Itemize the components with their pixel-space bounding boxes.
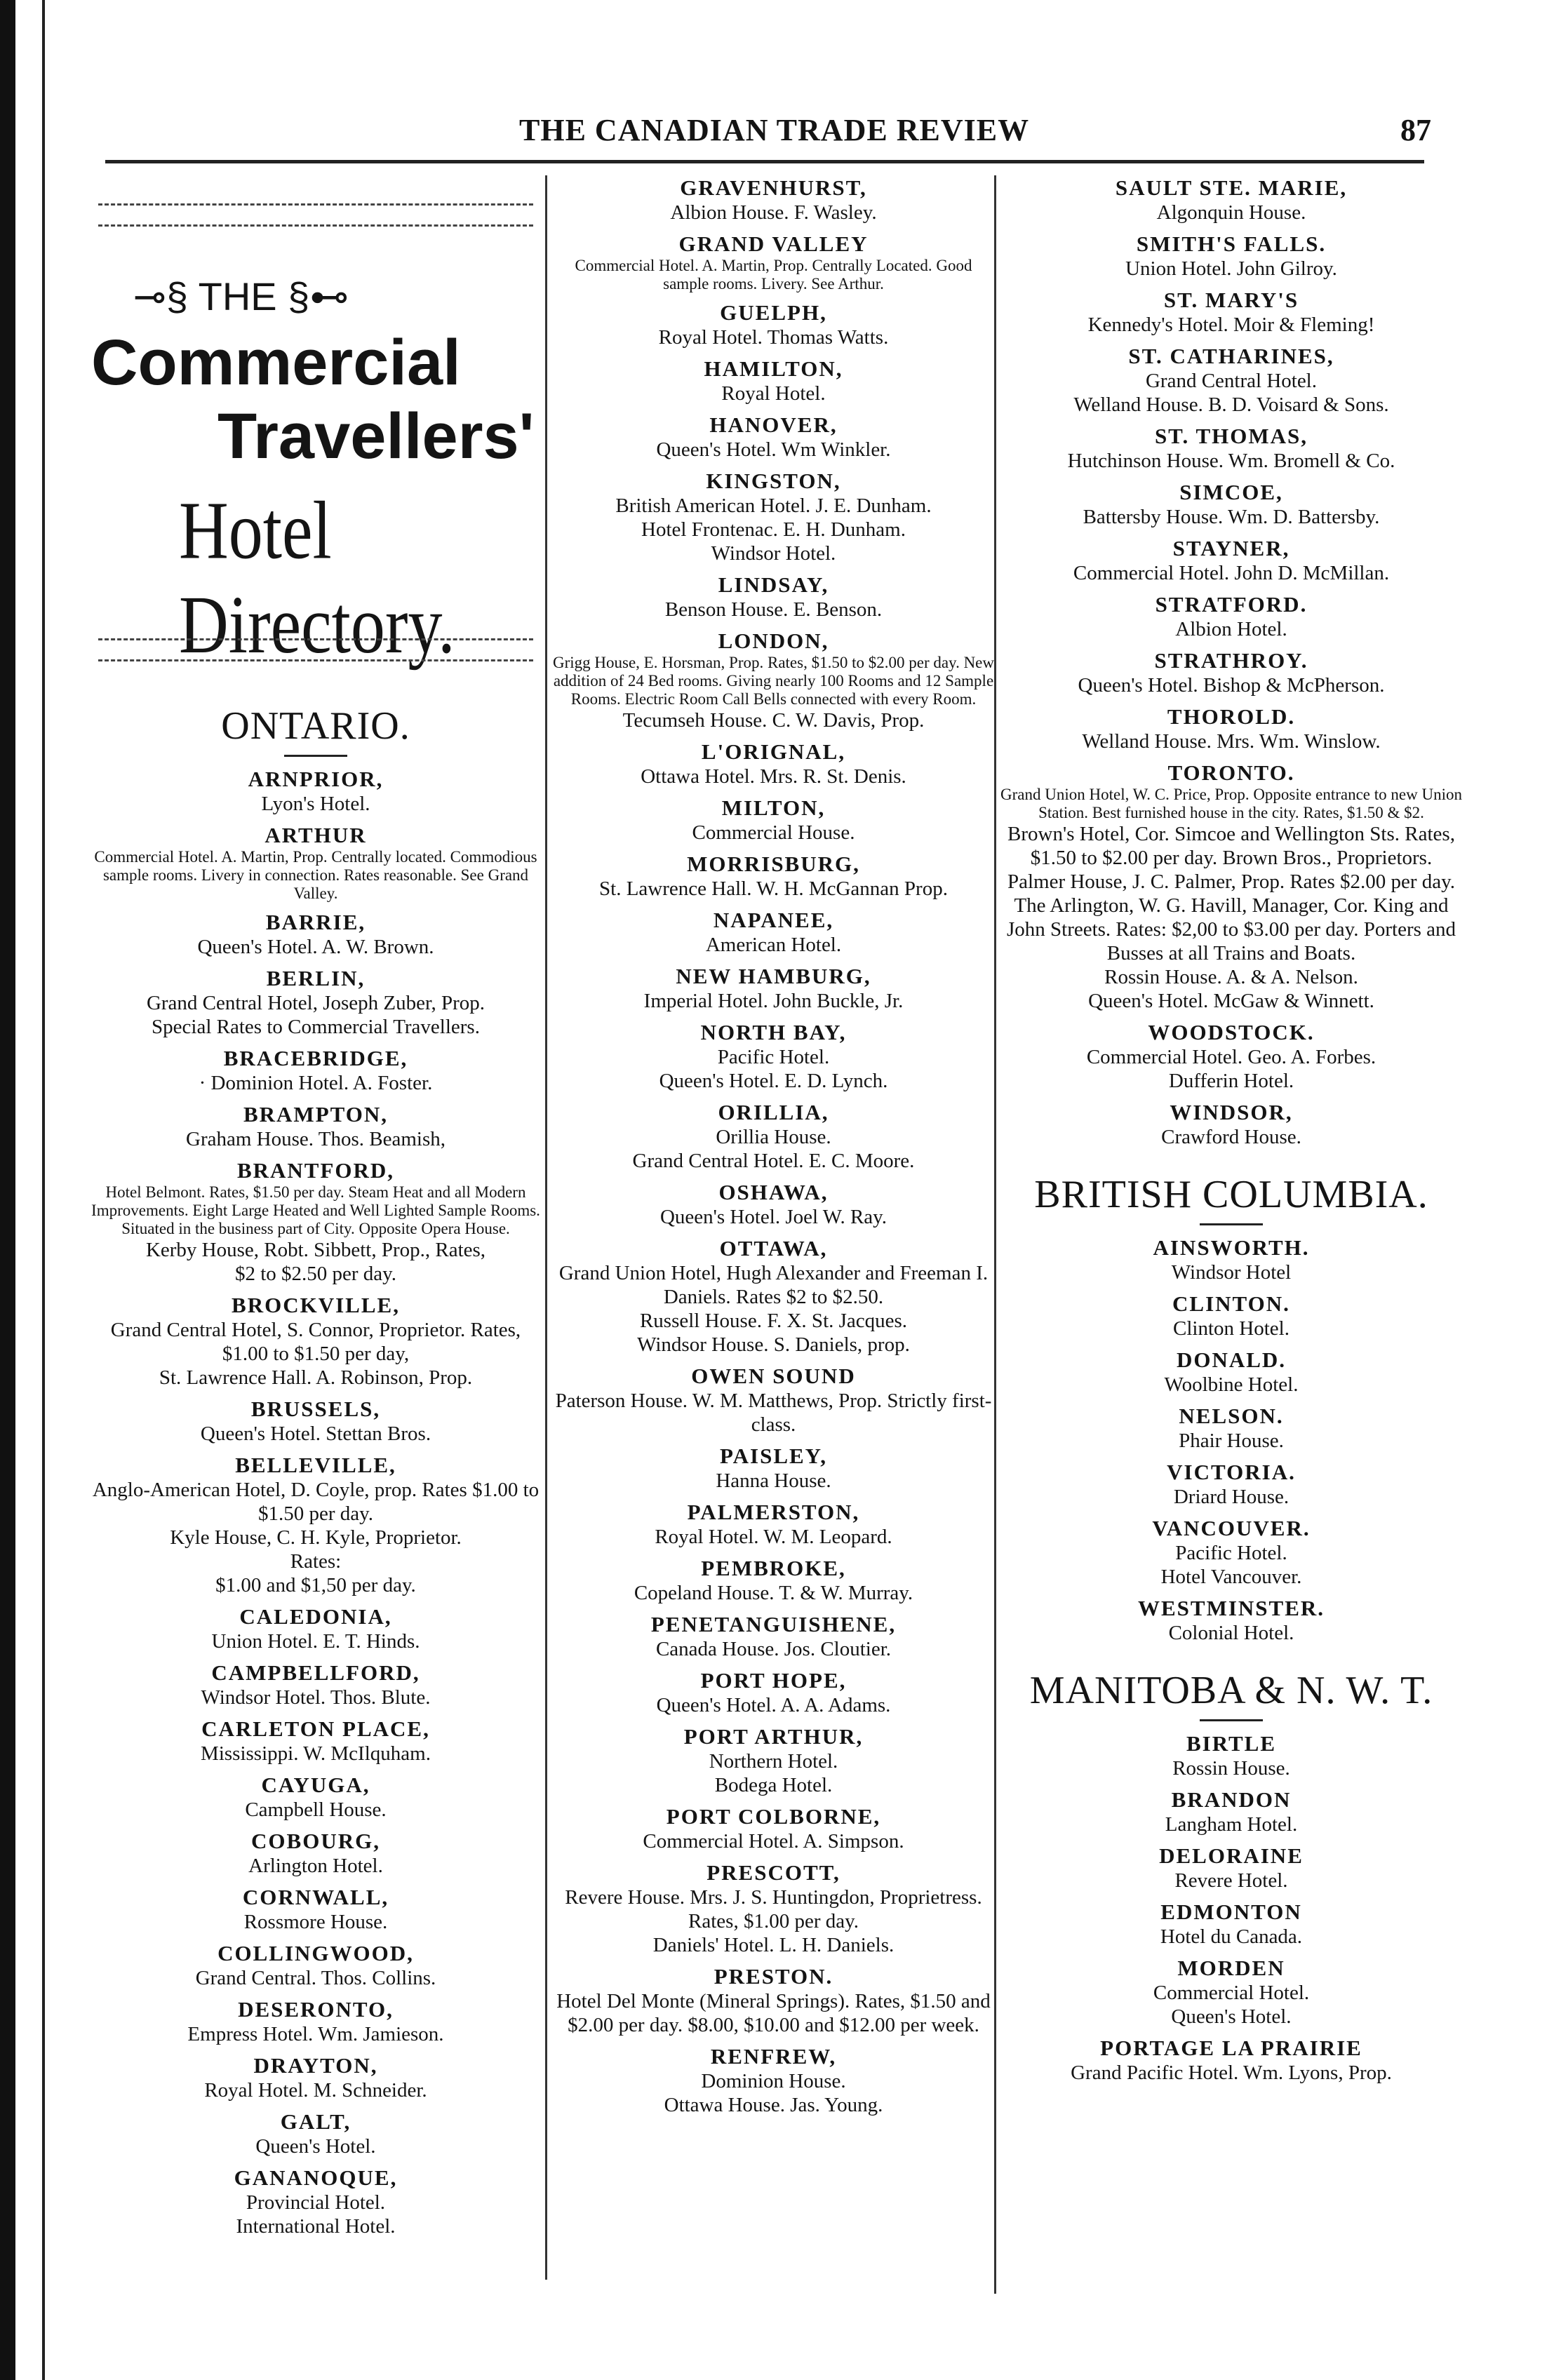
town-name: PAISLEY, [720, 1444, 827, 1468]
hotel-listing: Queen's Hotel. McGaw & Winnett. [1088, 990, 1374, 1012]
hotel-entry [551, 1668, 996, 1717]
hotel-listing: Langham Hotel. [1165, 1813, 1298, 1836]
hotel-listing: Albion Hotel. [1175, 618, 1287, 640]
hotel-entry [1000, 2036, 1463, 2085]
town-name: WOODSTOCK. [1148, 1020, 1315, 1044]
hotel-listing: Queen's Hotel. Stettan Bros. [200, 1423, 431, 1445]
hotel-listing: Pacific Hotel. [1175, 1542, 1287, 1564]
hotel-listing: Union Hotel. E. T. Hinds. [211, 1630, 420, 1653]
town-name: OWEN SOUND [691, 1364, 856, 1388]
town-name: PORT ARTHUR, [683, 1724, 864, 1749]
hotel-listing: St. Lawrence Hall. A. Robinson, Prop. [159, 1366, 473, 1389]
hotel-listing: Colonial Hotel. [1168, 1622, 1294, 1644]
town-name: NEW HAMBURG, [676, 964, 871, 988]
town-name: MILTON, [721, 795, 826, 820]
hotel-listing: Canada House. Jos. Cloutier. [655, 1638, 892, 1660]
hotel-advertisement: Commercial Hotel. A. Martin, Prop. Centrally Located. Good sample rooms. Livery. See Arthur. [575, 257, 972, 293]
ornament-dashes [98, 224, 533, 227]
hotel-listing: Royal Hotel. Thomas Watts. [658, 326, 889, 349]
town-name: GRAND VALLEY [678, 231, 869, 256]
hotel-entry [1000, 1291, 1463, 1340]
hotel-entry [1000, 1460, 1463, 1509]
hotel-entry [1000, 1100, 1463, 1149]
ornament-dashes [98, 203, 533, 206]
hotel-listing: Hotel Vancouver. [1160, 1566, 1302, 1588]
town-name: AINSWORTH. [1153, 1235, 1310, 1260]
hotel-entry [1000, 1843, 1463, 1892]
hotel-listing: Copeland House. T. & W. Murray. [634, 1582, 913, 1604]
hotel-listing: Graham House. Thos. Beamish, [186, 1128, 446, 1150]
town-name: ST. THOMAS, [1154, 424, 1308, 448]
town-name: SIMCOE, [1179, 480, 1283, 504]
hotel-listing: Daniels' Hotel. L. H. Daniels. [652, 1934, 895, 1956]
hotel-listing: Commercial Hotel. A. Simpson. [643, 1830, 904, 1853]
hotel-listing: Rates: [290, 1550, 342, 1573]
hotel-entry [551, 964, 996, 1013]
town-name: EDMONTON [1160, 1900, 1302, 1924]
town-name: PORTAGE LA PRAIRIE [1100, 2036, 1362, 2060]
hotel-listing: Windsor Hotel. Thos. Blute. [201, 1686, 431, 1709]
hotel-listing: Russell House. F. X. St. Jacques. [639, 1310, 908, 1332]
hotel-advertisement: Grand Union Hotel, W. C. Price, Prop. Opposite entrance to new Union Station. Best furnished house in the city. Rates, $1.50 & $2. [1000, 786, 1462, 821]
hotel-entry [1000, 1516, 1463, 1589]
hotel-listing: Hutchinson House. Wm. Bromell & Co. [1067, 450, 1395, 472]
town-name: BRANTFORD, [236, 1158, 395, 1183]
hotel-listing: Hanna House. [716, 1470, 831, 1492]
hotel-listing: Battersby House. Wm. D. Battersby. [1083, 506, 1380, 528]
hotel-advertisement: Grigg House, E. Horsman, Prop. Rates, $1.50 to $2.00 per day. New addition of 24 Bed rooms. Giving nearly 100 Rooms and 12 Sample Rooms. Electric Room Call Bells connected with every Room. [553, 654, 994, 708]
hotel-entry [1000, 1731, 1463, 1780]
town-name: PALMERSTON, [687, 1500, 860, 1524]
hotel-entry [1000, 1900, 1463, 1949]
hotel-listing: $2 to $2.50 per day. [234, 1263, 397, 1285]
hotel-entry [551, 908, 996, 957]
hotel-listing: Windsor House. S. Daniels, prop. [637, 1333, 910, 1356]
hotel-listing: Kennedy's Hotel. Moir & Fleming! [1087, 314, 1375, 336]
town-name: GALT, [280, 2109, 351, 2134]
town-name: DELORAINE [1159, 1843, 1304, 1868]
hotel-listing: Queen's Hotel. [255, 2135, 376, 2158]
hotel-entry [551, 628, 996, 732]
hotel-entry [551, 1100, 996, 1173]
hotel-entry [551, 572, 996, 621]
town-name: ORILLIA, [718, 1100, 829, 1124]
hotel-listing: Revere Hotel. [1174, 1869, 1288, 1892]
hotel-listing: Queen's Hotel. [1171, 2005, 1292, 2028]
town-name: ARNPRIOR, [248, 767, 384, 791]
hotel-listing: Algonquin House. [1156, 201, 1306, 224]
page-number: 87 [1400, 113, 1431, 147]
town-name: BARRIE, [265, 910, 366, 934]
hotel-entry [91, 1660, 540, 1709]
hotel-entry [551, 2044, 996, 2117]
town-name: CAYUGA, [261, 1773, 370, 1797]
hotel-entry [91, 1829, 540, 1878]
hotel-entry [551, 1612, 996, 1661]
hotel-listing: Grand Central Hotel, S. Connor, Proprietor. Rates, $1.00 to $1.50 per day, [110, 1319, 521, 1365]
hotel-entry [91, 1046, 540, 1095]
hotel-entry [1000, 1787, 1463, 1836]
hotel-entry [91, 767, 540, 816]
town-name: CORNWALL, [242, 1885, 389, 1909]
hotel-entry [91, 966, 540, 1039]
town-name: BRAMPTON, [243, 1102, 388, 1127]
column-3 [1000, 175, 1463, 2092]
hotel-entry [91, 2053, 540, 2102]
town-name: PRESCOTT, [706, 1860, 840, 1885]
hotel-entry [91, 1158, 540, 1286]
town-name: KINGSTON, [706, 469, 841, 493]
town-name: BRACEBRIDGE, [223, 1046, 408, 1070]
town-name: NORTH BAY, [700, 1020, 847, 1044]
town-name: SMITH'S FALLS. [1136, 231, 1327, 256]
column-2 [551, 175, 996, 2124]
hotel-listing: Royal Hotel. W. M. Leopard. [655, 1526, 892, 1548]
binding-spine [0, 0, 15, 2380]
hotel-entry [91, 1885, 540, 1934]
town-name: BRUSSELS, [250, 1397, 381, 1421]
town-name: L'ORIGNAL, [701, 739, 846, 764]
hotel-listing: Windsor Hotel [1171, 1261, 1292, 1284]
binding-edge [42, 0, 45, 2380]
town-name: BIRTLE [1186, 1731, 1277, 1756]
column-3-entries [1000, 175, 1463, 2085]
header-rule [105, 160, 1424, 163]
hotel-entry [551, 469, 996, 565]
hotel-entry [551, 1724, 996, 1797]
hotel-listing: Ottawa Hotel. Mrs. R. St. Denis. [641, 765, 906, 788]
town-name: MORRISBURG, [687, 852, 860, 876]
hotel-entry [1000, 1020, 1463, 1093]
hotel-listing: Commercial Hotel. John D. McMillan. [1073, 562, 1390, 584]
town-name: MORDEN [1177, 1956, 1285, 1980]
town-name: PENETANGUISHENE, [650, 1612, 897, 1636]
hotel-entry [1000, 231, 1463, 281]
hotel-listing: Special Rates to Commercial Travellers. [152, 1016, 480, 1038]
hotel-entry [1000, 288, 1463, 337]
hotel-listing: Royal Hotel. [721, 382, 826, 405]
directory-heading [91, 175, 540, 680]
hotel-entry [91, 1293, 540, 1390]
town-name: STRATHROY. [1154, 648, 1308, 673]
hotel-listing: Bodega Hotel. [714, 1774, 833, 1796]
hotel-listing: American Hotel. [705, 934, 842, 956]
hotel-listing: Grand Pacific Hotel. Wm. Lyons, Prop. [1071, 2062, 1392, 2084]
hotel-entry [1000, 424, 1463, 473]
hotel-listing: Grand Central Hotel, Joseph Zuber, Prop. [146, 992, 485, 1014]
hotel-listing: Dominion House. [701, 2070, 846, 2092]
hotel-listing: Tecumseh House. C. W. Davis, Prop. [622, 709, 925, 732]
town-name: COLLINGWOOD, [217, 1941, 414, 1965]
hotel-entry [551, 795, 996, 845]
hotel-entry [1000, 536, 1463, 585]
heading-the: ⊸§ THE §⊷ [133, 274, 349, 318]
hotel-listing: Arlington Hotel. [248, 1855, 383, 1877]
hotel-listing: Kerby House, Robt. Sibbett, Prop., Rates, [145, 1239, 486, 1261]
hotel-entry [551, 175, 996, 224]
hotel-entry [1000, 1404, 1463, 1453]
hotel-entry [91, 1941, 540, 1990]
column-divider-1 [545, 175, 547, 2280]
section-heading: BRITISH COLUMBIA. [1034, 1173, 1428, 1216]
ornament-dashes [98, 638, 533, 640]
hotel-listing: Clinton Hotel. [1173, 1317, 1290, 1340]
hotel-entry [1000, 175, 1463, 224]
hotel-listing: Pacific Hotel. [717, 1046, 830, 1068]
town-name: OTTAWA, [719, 1236, 828, 1260]
town-name: RENFREW, [710, 2044, 837, 2069]
town-name: TORONTO. [1167, 760, 1295, 785]
hotel-listing: British American Hotel. J. E. Dunham. [615, 495, 932, 517]
hotel-listing: Commercial Hotel. [1153, 1982, 1310, 2004]
hotel-listing: Queen's Hotel. A. A. Adams. [656, 1694, 891, 1716]
town-name: GUELPH, [720, 300, 827, 325]
town-name: OSHAWA, [718, 1180, 829, 1204]
town-name: CARLETON PLACE, [201, 1716, 430, 1741]
town-name: WINDSOR, [1170, 1100, 1293, 1124]
town-name: COBOURG, [251, 1829, 380, 1853]
town-name: CLINTON. [1172, 1291, 1290, 1316]
hotel-listing: Commercial Hotel. Geo. A. Forbes. [1086, 1046, 1377, 1068]
hotel-listing: The Arlington, W. G. Havill, Manager, Cor. King and John Streets. Rates: $2,00 to $3.00 per day. Porters and Busses at all Trains and Boats. [1006, 894, 1456, 964]
section-rule [284, 755, 347, 757]
hotel-listing: Rossin House. A. & A. Nelson. [1104, 966, 1358, 988]
hotel-listing: Grand Union Hotel, Hugh Alexander and Freeman I. Daniels. Rates $2 to $2.50. [558, 1262, 989, 1308]
town-name: CAMPBELLFORD, [211, 1660, 420, 1685]
hotel-entry [551, 1364, 996, 1437]
hotel-entry [91, 1997, 540, 2046]
town-name: PORT HOPE, [700, 1668, 847, 1693]
hotel-entry [551, 300, 996, 349]
hotel-listing: Anglo-American Hotel, D. Coyle, prop. Rates $1.00 to $1.50 per day. [92, 1479, 540, 1525]
hotel-entry [91, 1397, 540, 1446]
hotel-entry [551, 1236, 996, 1357]
hotel-advertisement: Hotel Belmont. Rates, $1.50 per day. Steam Heat and all Modern Improvements. Eight Large Heated and Well Lighted Sample Rooms. Situated in the business part of City. Opposite Opera House. [91, 1183, 540, 1237]
hotel-listing: Dufferin Hotel. [1168, 1070, 1294, 1092]
heading-hotel-directory: Hotel Directory. [179, 485, 455, 671]
column-1 [91, 175, 540, 2245]
town-name: ST. CATHARINES, [1128, 344, 1334, 368]
town-name: NELSON. [1179, 1404, 1284, 1428]
hotel-listing: Empress Hotel. Wm. Jamieson. [187, 2023, 444, 2045]
hotel-entry [1000, 1596, 1463, 1645]
town-name: GANANOQUE, [234, 2165, 398, 2190]
hotel-entry [91, 1453, 540, 1597]
heading-commercial: Commercial [91, 327, 461, 398]
hotel-listing: Mississippi. W. McIlquham. [201, 1742, 431, 1765]
town-name: BERLIN, [266, 966, 366, 990]
town-name: WESTMINSTER. [1137, 1596, 1325, 1620]
hotel-entry [551, 1180, 996, 1229]
hotel-listing: Hotel Del Monte (Mineral Springs). Rates, $1.50 and $2.00 per day. $8.00, $10.00 and $12.00 per week. [556, 1990, 991, 2036]
hotel-entry [551, 356, 996, 405]
page-header [98, 112, 1431, 154]
town-name: STAYNER, [1172, 536, 1290, 560]
hotel-listing: Orillia House. [716, 1126, 831, 1148]
section-rule [1200, 1719, 1263, 1721]
town-name: LONDON, [718, 628, 829, 653]
hotel-entry [1000, 648, 1463, 697]
hotel-listing: $1.00 and $1,50 per day. [215, 1574, 416, 1596]
town-name: STRATFORD. [1155, 592, 1308, 617]
town-name: BELLEVILLE, [235, 1453, 396, 1477]
hotel-listing: Rossmore House. [243, 1911, 388, 1933]
town-name: VANCOUVER. [1152, 1516, 1311, 1540]
hotel-entry [551, 1020, 996, 1093]
hotel-listing: Kyle House, C. H. Kyle, Proprietor. [170, 1526, 462, 1549]
hotel-listing: Brown's Hotel, Cor. Simcoe and Wellington Sts. Rates, $1.50 to $2.00 per day. Brown Bros., Proprietors. [1007, 823, 1455, 869]
hotel-entry [1000, 760, 1463, 1013]
hotel-listing: Welland House. B. D. Voisard & Sons. [1073, 394, 1389, 416]
hotel-listing: Paterson House. W. M. Matthews, Prop. Strictly first-class. [555, 1390, 992, 1436]
hotel-entry [91, 910, 540, 959]
town-name: DRAYTON, [253, 2053, 378, 2078]
hotel-listing: Palmer House, J. C. Palmer, Prop. Rates $2.00 per day. [1007, 870, 1456, 893]
heading-travellers: Travellers' [217, 401, 535, 472]
town-name: CALEDONIA, [239, 1604, 392, 1629]
hotel-listing: Grand Central Hotel. [1145, 370, 1317, 392]
section-heading: MANITOBA & N. W. T. [1029, 1669, 1433, 1712]
hotel-listing: Imperial Hotel. John Buckle, Jr. [643, 990, 904, 1012]
hotel-listing: Northern Hotel. [709, 1750, 838, 1773]
town-name: VICTORIA. [1167, 1460, 1296, 1484]
town-name: HAMILTON, [704, 356, 843, 381]
hotel-entry [551, 1444, 996, 1493]
town-name: NAPANEE, [713, 908, 834, 932]
hotel-entry [91, 2165, 540, 2238]
hotel-listing: Grand Central Hotel. E. C. Moore. [632, 1150, 915, 1172]
town-name: ARTHUR [264, 823, 367, 847]
town-name: PRESTON. [714, 1964, 833, 1989]
hotel-entry [91, 1604, 540, 1653]
column-2-entries [551, 175, 996, 2117]
hotel-listing: Commercial House. [692, 821, 855, 844]
hotel-entry [551, 1860, 996, 1957]
hotel-entry [1000, 592, 1463, 641]
hotel-listing: Windsor Hotel. [711, 542, 836, 565]
hotel-listing: Phair House. [1179, 1430, 1284, 1452]
hotel-entry [551, 1804, 996, 1853]
town-name: PORT COLBORNE, [666, 1804, 881, 1829]
hotel-listing: Hotel du Canada. [1160, 1925, 1303, 1948]
town-name: SAULT STE. MARIE, [1115, 175, 1348, 200]
town-name: LINDSAY, [718, 572, 829, 597]
hotel-entry [1000, 1956, 1463, 2029]
hotel-listing: Welland House. Mrs. Wm. Winslow. [1082, 730, 1381, 753]
hotel-entry [551, 231, 996, 293]
hotel-entry [551, 412, 996, 462]
town-name: ST. MARY'S [1163, 288, 1299, 312]
publication-title: THE CANADIAN TRADE REVIEW [519, 113, 1030, 147]
hotel-entry [551, 852, 996, 901]
hotel-entry [551, 1556, 996, 1605]
hotel-listing: Campbell House. [245, 1799, 387, 1821]
hotel-listing: Rossin House. [1172, 1757, 1290, 1780]
hotel-entry [91, 2109, 540, 2158]
hotel-entry [1000, 480, 1463, 529]
hotel-listing: St. Lawrence Hall. W. H. McGannan Prop. [599, 878, 948, 900]
hotel-listing: Provincial Hotel. [246, 2191, 386, 2214]
hotel-entry [1000, 704, 1463, 753]
hotel-listing: Queen's Hotel. E. D. Lynch. [659, 1070, 888, 1092]
hotel-entry [551, 1964, 996, 2037]
hotel-listing: Albion House. F. Wasley. [670, 201, 877, 224]
hotel-listing: Driard House. [1173, 1486, 1290, 1508]
hotel-listing: Benson House. E. Benson. [664, 598, 883, 621]
town-name: DESERONTO, [238, 1997, 394, 2022]
hotel-listing: · Dominion Hotel. A. Foster. [199, 1072, 433, 1094]
hotel-listing: Grand Central. Thos. Collins. [195, 1967, 436, 1989]
town-name: BRANDON [1171, 1787, 1292, 1812]
hotel-listing: Revere House. Mrs. J. S. Huntingdon, Proprietress. Rates, $1.00 per day. [565, 1886, 982, 1932]
town-name: PEMBROKE, [701, 1556, 846, 1580]
column-1-entries [91, 701, 540, 2238]
ornament-dashes [98, 659, 533, 661]
hotel-entry [1000, 1235, 1463, 1284]
section-rule [1200, 1223, 1263, 1225]
town-name: BROCKVILLE, [232, 1293, 400, 1317]
hotel-entry [551, 739, 996, 788]
hotel-listing: Queen's Hotel. Joel W. Ray. [659, 1206, 887, 1228]
hotel-listing: Union Hotel. John Gilroy. [1125, 257, 1337, 280]
hotel-entry [1000, 1347, 1463, 1397]
town-name: GRAVENHURST, [680, 175, 867, 200]
section-heading: ONTARIO. [221, 704, 410, 748]
town-name: THOROLD. [1167, 704, 1296, 729]
hotel-listing: Woolbine Hotel. [1164, 1373, 1299, 1396]
hotel-listing: Lyon's Hotel. [261, 793, 370, 815]
town-name: HANOVER, [709, 412, 838, 437]
hotel-listing: Royal Hotel. M. Schneider. [204, 2079, 427, 2102]
hotel-entry [91, 823, 540, 903]
hotel-entry [1000, 344, 1463, 417]
hotel-listing: Queen's Hotel. Bishop & McPherson. [1078, 674, 1385, 697]
hotel-listing: Ottawa House. Jas. Young. [664, 2094, 883, 2116]
town-name: DONALD. [1176, 1347, 1287, 1372]
hotel-entry [551, 1500, 996, 1549]
hotel-entry [91, 1716, 540, 1766]
hotel-listing: Queen's Hotel. A. W. Brown. [197, 936, 434, 958]
hotel-advertisement: Commercial Hotel. A. Martin, Prop. Centrally located. Commodious sample rooms. Livery in connection. Rates reasonable. See Grand Valley. [94, 848, 537, 902]
hotel-listing: Queen's Hotel. Wm Winkler. [656, 438, 891, 461]
hotel-entry [91, 1102, 540, 1151]
hotel-listing: International Hotel. [236, 2215, 396, 2238]
hotel-listing: Hotel Frontenac. E. H. Dunham. [641, 518, 906, 541]
hotel-entry [91, 1773, 540, 1822]
hotel-listing: Crawford House. [1161, 1126, 1301, 1148]
